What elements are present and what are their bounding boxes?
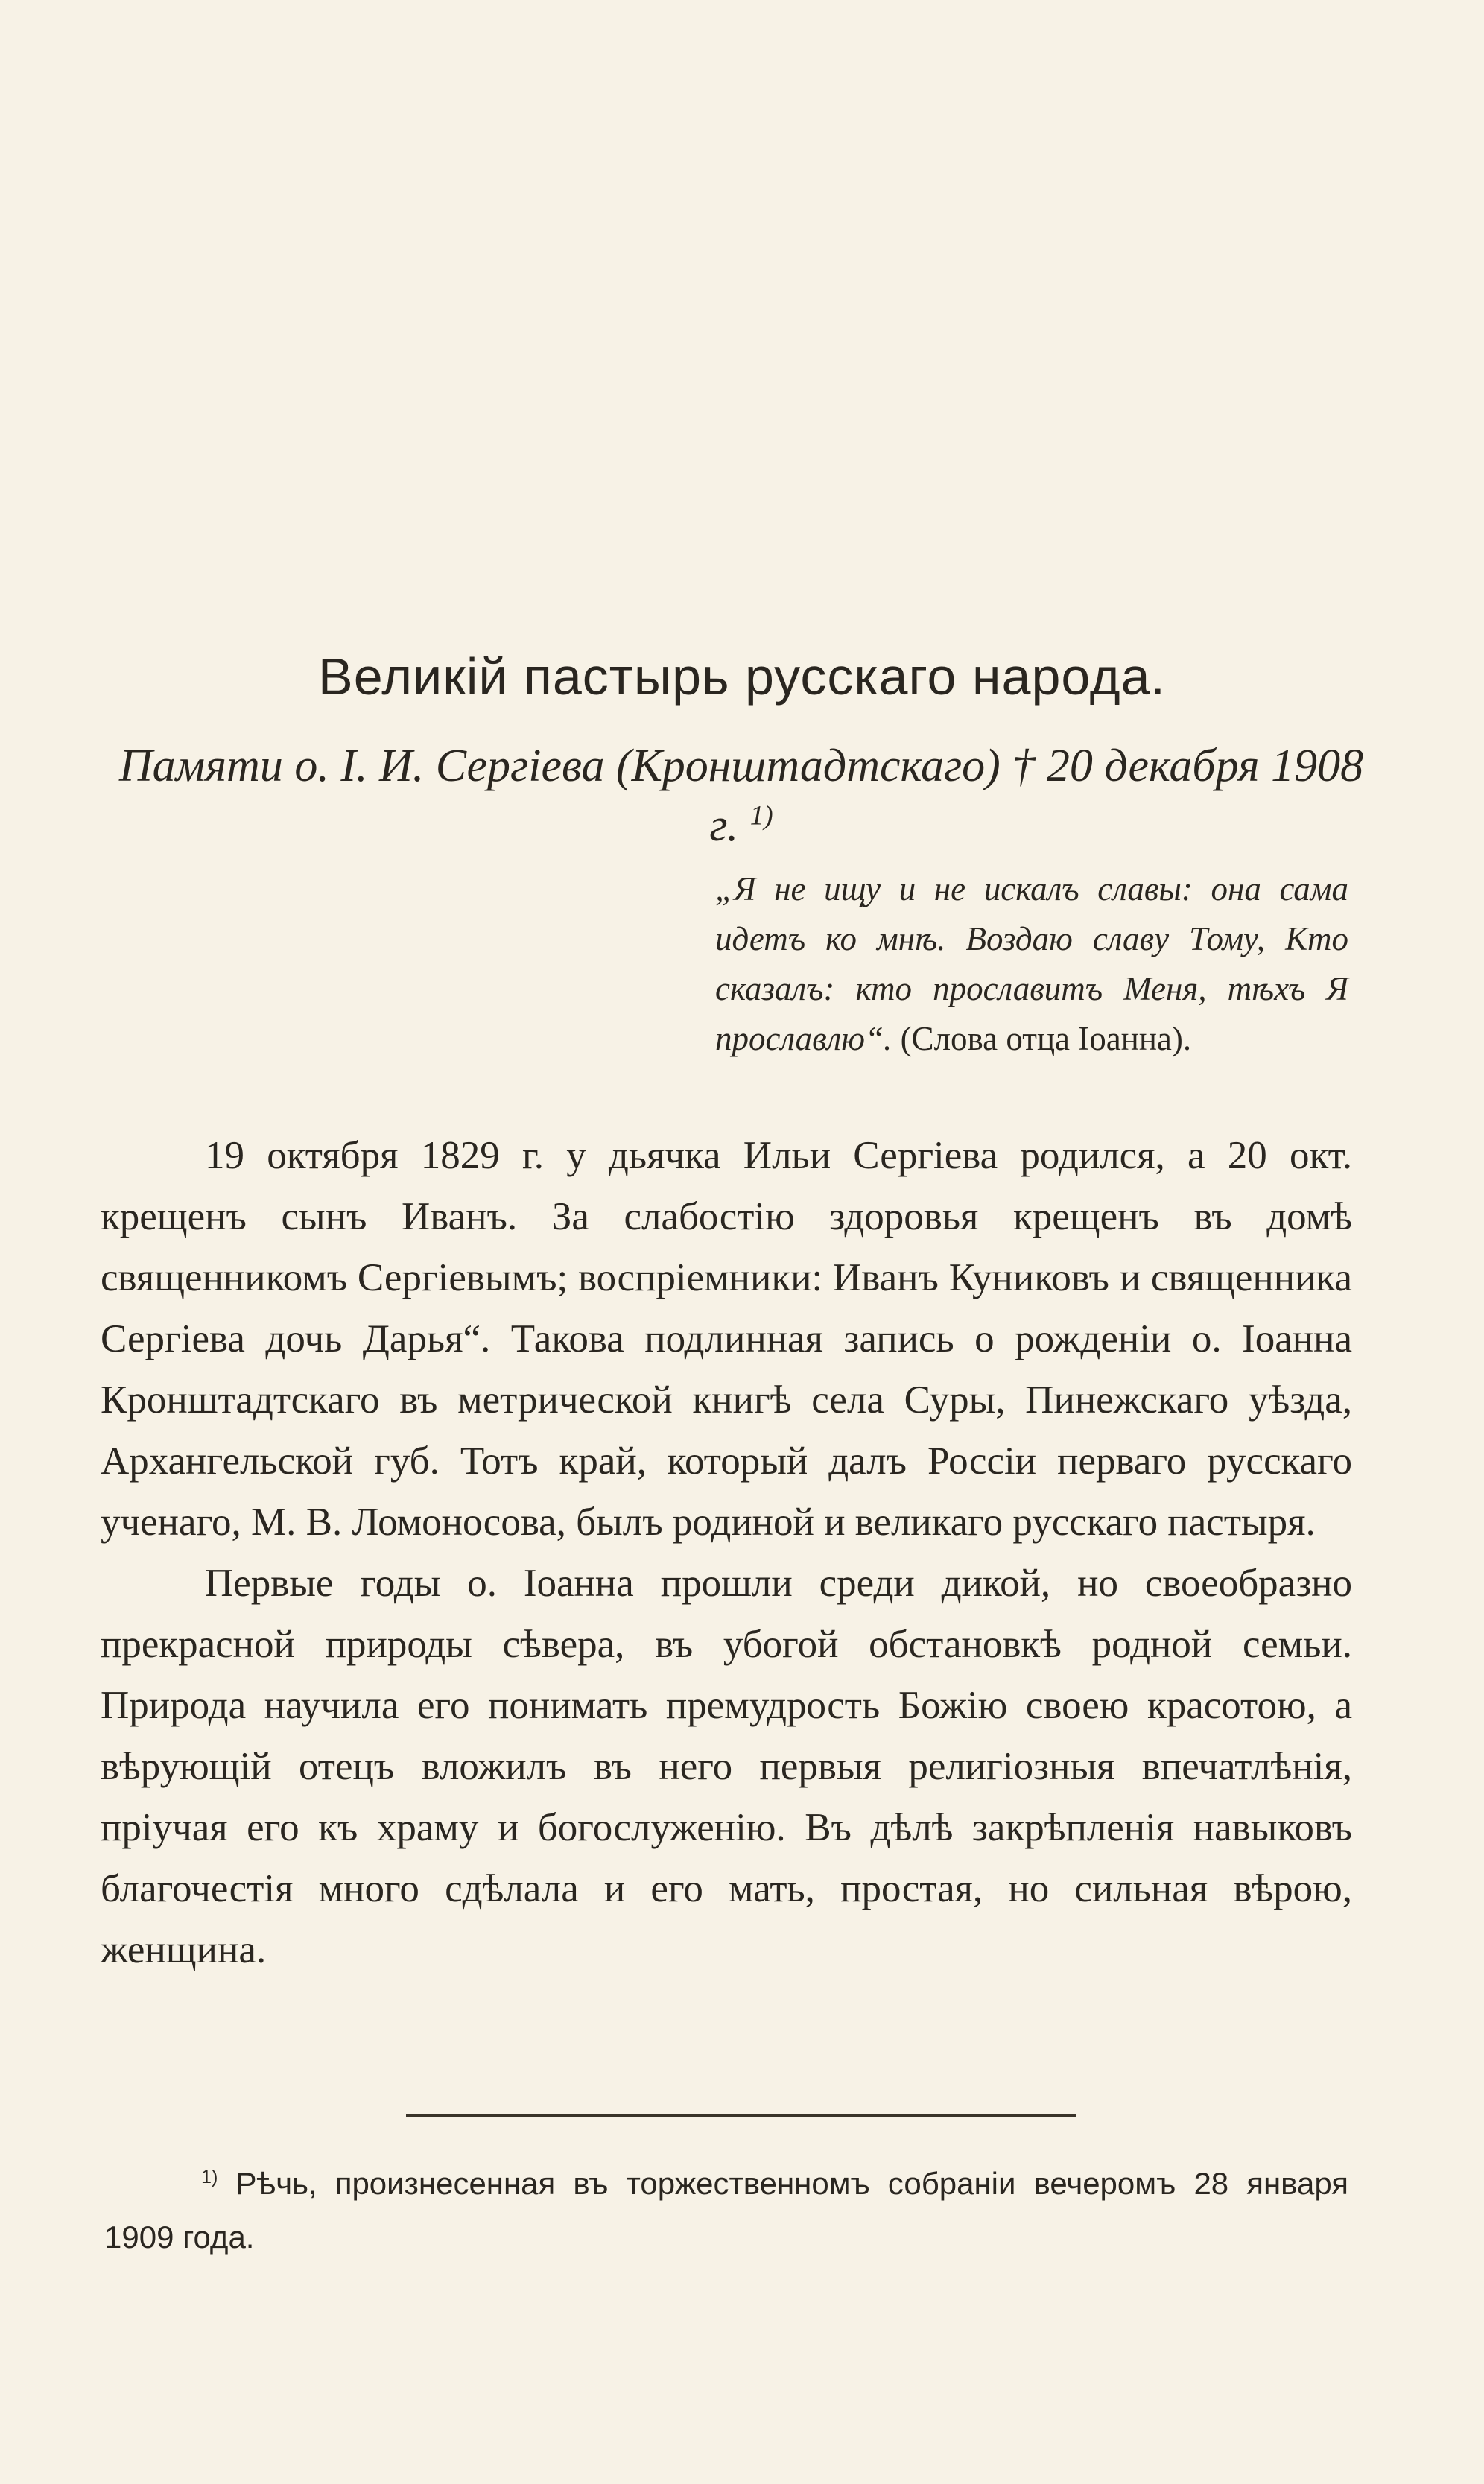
epigraph [715,864,1348,1064]
footnote-text: Рѣчь, произнесенная въ торжественномъ собраніи вечеромъ 28 января 1909 года. [104,2166,1348,2255]
body-text [101,1125,1352,1980]
subtitle-footnote-mark: 1) [749,800,773,831]
footnote [104,2157,1348,2264]
subtitle-text: Памяти о. I. И. Сергіева (Кронштадтскаго) † 20 декабря 1908 г. [118,741,1364,851]
footnote-mark: 1) [201,2167,218,2187]
epigraph-source: (Слова отца Іоанна). [900,1020,1192,1057]
paragraph-1: 19 октября 1829 г. у дьячка Ильи Сергіева родился, а 20 окт. крещенъ сынъ Иванъ. За слабостію здоровья крещенъ въ домѣ священникомъ Сергіевымъ; воспріемники: Иванъ Куниковъ и священника Сергіева дочь Дарья“. Такова подлинная запись о рожденіи о. Іоанна Кронштадтскаго въ метрической книгѣ села Суры, Пинежскаго уѣзда, Архангельской губ. Тотъ край, который далъ Россіи перваго русскаго ученаго, М. В. Ломоносова, былъ родиной и великаго русскаго пастыря. [101,1134,1352,1544]
epigraph-text: „Я не ищу и не искалъ славы: она сама идетъ ко мнѣ. Воздаю славу Тому, Кто сказалъ: кто прославитъ Меня, тѣхъ Я прославлю“. [715,870,1348,1057]
footnote-divider [406,2114,1076,2117]
paragraph-2: Первые годы о. Іоанна прошли среди дикой, но своеобразно прекрасной природы сѣвера, въ убогой обстановкѣ родной семьи. Природа научила его понимать премудрость Божію своею красотою, а вѣрующій отецъ вложилъ въ него первыя религіозныя впечатлѣнія, пріучая его къ храму и богослуженію. Въ дѣлѣ закрѣпленія навыковъ благочестія много сдѣлала и его мать, простая, но сильная вѣрою, женщина. [101,1562,1352,1971]
subtitle [101,736,1382,855]
page-title: Великій пастырь русскаго народа. [318,647,1166,706]
